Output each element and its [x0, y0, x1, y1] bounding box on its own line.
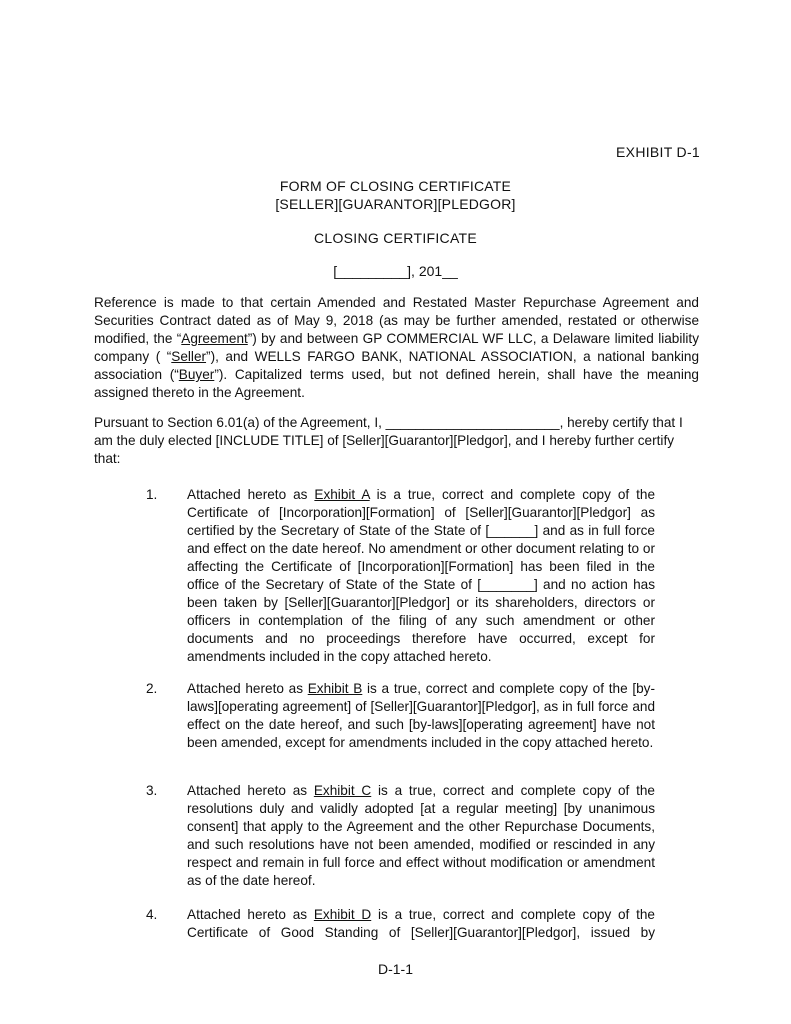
- exhibit-reference: Exhibit D: [313, 907, 372, 922]
- form-title-line1: FORM OF CLOSING CERTIFICATE: [279, 178, 512, 194]
- defined-term-buyer: Buyer: [178, 367, 215, 382]
- item-body: [187, 906, 655, 942]
- reference-text-2: ”) by and between GP COMMERCIAL WF LLC, a Delaware limited liability company ( “: [94, 331, 699, 364]
- exhibit-reference: Exhibit B: [307, 681, 363, 696]
- item-number: 4.: [146, 907, 158, 922]
- exhibit-reference: Exhibit A: [314, 487, 370, 502]
- defined-term-agreement: Agreement: [181, 331, 248, 346]
- form-title-line2: [SELLER][GUARANTOR][PLEDGOR]: [275, 196, 516, 212]
- item-prefix: Attached hereto as: [187, 783, 314, 798]
- item-number: 2.: [146, 681, 158, 696]
- page-number: D-1-1: [377, 961, 413, 977]
- exhibit-reference: Exhibit C: [313, 783, 372, 798]
- date-line: [_________], 201__: [333, 263, 458, 279]
- reference-text-1: Reference is made to that certain Amended and Restated Master Repurchase Agreement and Securities Contract dated as of May 9, 2018 (as may be further amended, restated or otherwise modified, the “: [94, 295, 699, 346]
- item-prefix: Attached hereto as: [187, 487, 315, 502]
- item-text: is a true, correct and complete copy of the Certificate of [Incorporation][Formation] of [Seller][Guarantor][Pledgor] as certified by the Secretary of State of the State of [______] and as in full force and effect on the date hereof. No amendment or other document relating to or affecting the Certificate of [Incorporation][Formation] has been filed in the office of the Secretary of State of the State of [_______] and no action has been taken by [Seller][Guarantor][Pledgor] or its shareholders, directors or officers in contemplation of the filing of any such amendment or other documents and no proceedings therefore have occurred, except for amendments included in the copy attached hereto.: [187, 487, 656, 664]
- item-number: 1.: [146, 487, 158, 502]
- item-prefix: Attached hereto as: [187, 907, 314, 922]
- item-number: 3.: [146, 783, 158, 798]
- certificate-title: CLOSING CERTIFICATE: [313, 230, 478, 246]
- item-text: is a true, correct and complete copy of the [by-laws][operating agreement] of [Seller][Guarantor][Pledgor], as in full force and effect on the date hereof, and such [by-laws][operating agreement] have not been amended, except for amendments included in the copy attached hereto.: [187, 681, 655, 750]
- item-text: is a true, correct and complete copy of the Certificate of Good Standing of [Seller][Guarantor][Pledgor], issued by: [187, 907, 655, 940]
- form-title: [0, 177, 791, 213]
- item-body: [187, 782, 655, 890]
- item-body: [187, 486, 655, 666]
- item-body: [187, 680, 655, 752]
- pursuant-paragraph: Pursuant to Section 6.01(a) of the Agreement, I, _______________________, hereby certify that I am the duly elected [INCLUDE TITLE] of [Seller][Guarantor][Pledgor], and I hereby further certify that:: [94, 415, 683, 466]
- defined-term-seller: Seller: [171, 349, 207, 364]
- reference-text-4: ”). Capitalized terms used, but not defined herein, shall have the meaning assigned thereto in the Agreement.: [94, 367, 699, 400]
- item-prefix: Attached hereto as: [187, 681, 308, 696]
- reference-paragraph: [94, 294, 699, 402]
- exhibit-label: EXHIBIT D-1: [616, 144, 700, 160]
- item-text: is a true, correct and complete copy of the resolutions duly and validly adopted [at a regular meeting] [by unanimous consent] that apply to the Agreement and the other Repurchase Documents, and such resolutions have not been amended, modified or rescinded in any respect and remain in full force and effect without modification or amendment as of the date hereof.: [187, 783, 655, 888]
- reference-text-3: ”), and WELLS FARGO BANK, NATIONAL ASSOCIATION, a national banking association (“: [94, 349, 700, 382]
